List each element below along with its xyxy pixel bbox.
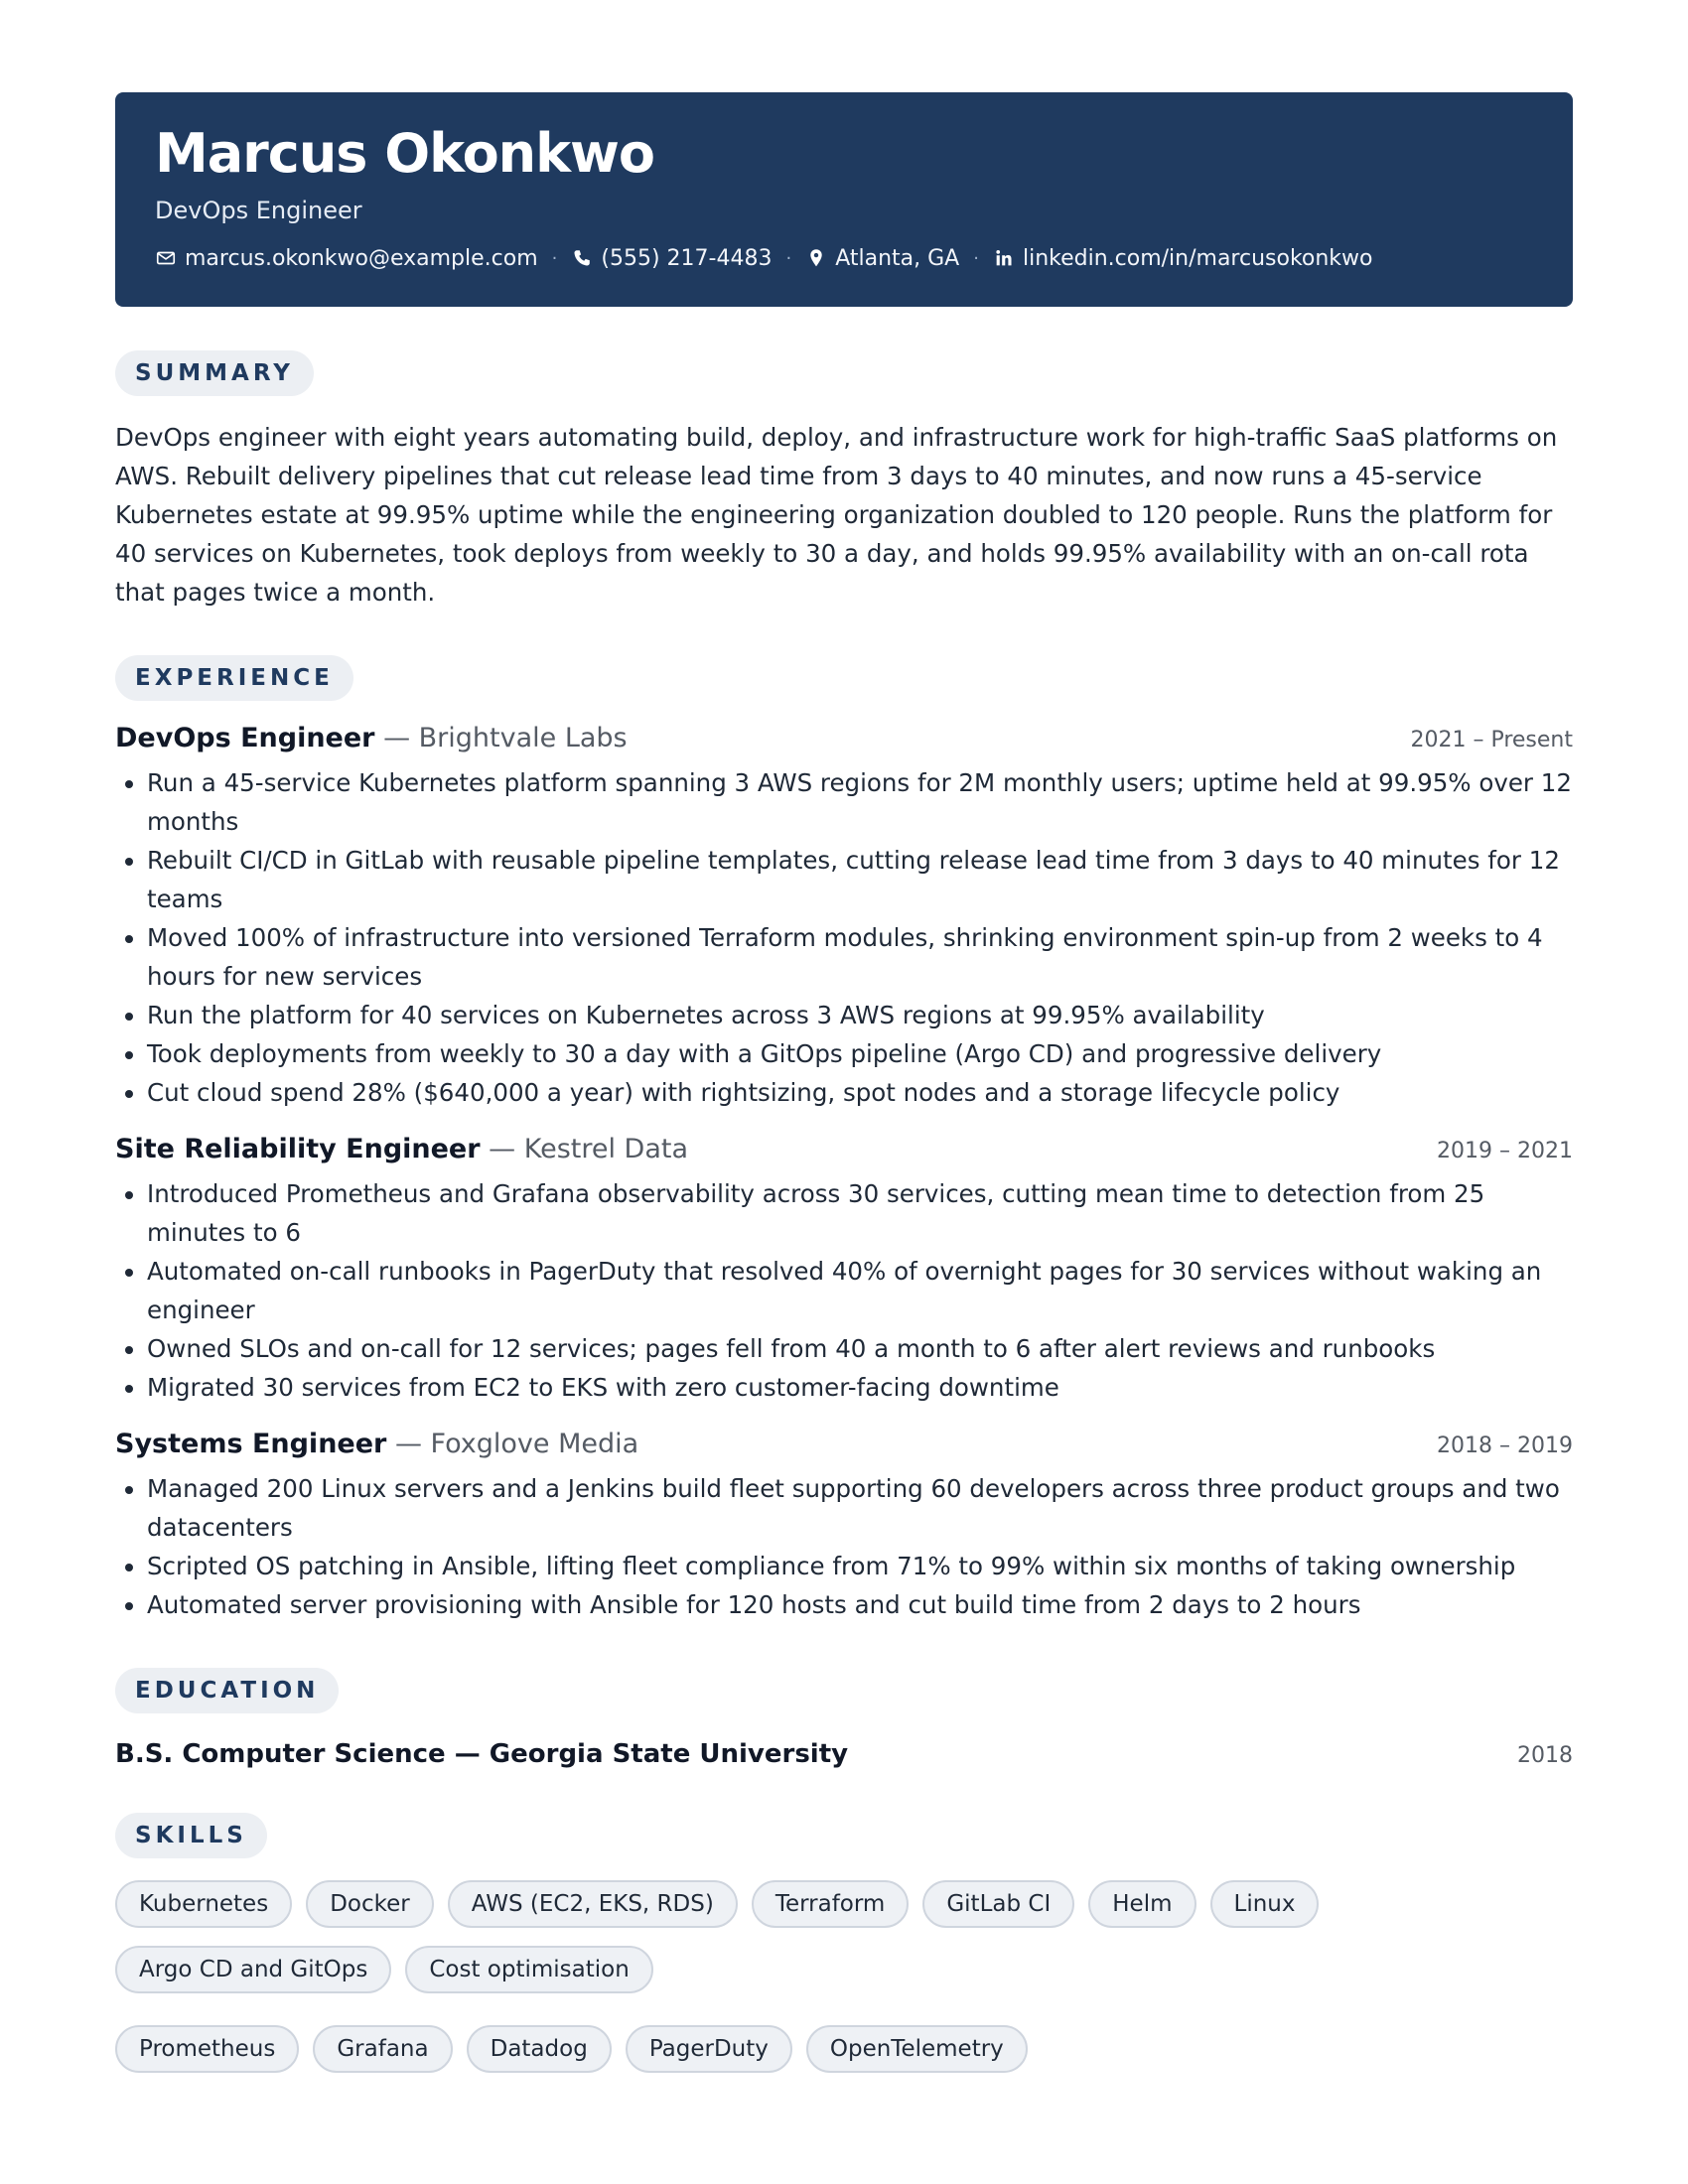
email-text: marcus.okonkwo@example.com <box>185 245 538 271</box>
job-bullet: • Migrated 30 services from EC2 to EKS with zero customer-facing downtime <box>147 1368 1573 1407</box>
job-bullet: • Rebuilt CI/CD in GitLab with reusable pipeline templates, cutting release lead time from 3 days to 40 minutes for 12 teams <box>147 841 1573 918</box>
phone-text: (555) 217-4483 <box>601 245 773 271</box>
skill-tag: Terraform <box>752 1880 910 1928</box>
job-entry <box>115 723 1573 1112</box>
map-pin-icon <box>805 247 827 269</box>
linkedin-text: linkedin.com/in/marcusokonkwo <box>1022 245 1373 271</box>
mail-icon <box>155 247 177 269</box>
job-title: Systems Engineer <box>115 1428 387 1459</box>
job-bullet: • Run a 45-service Kubernetes platform spanning 3 AWS regions for 2M monthly users; uptime held at 99.95% over 12 months <box>147 763 1573 841</box>
skill-tag: Argo CD and GitOps <box>115 1946 391 1993</box>
job-bullet: • Cut cloud spend 28% ($640,000 a year) with rightsizing, spot nodes and a storage lifecycle policy <box>147 1073 1573 1112</box>
skill-tag: PagerDuty <box>626 2025 792 2073</box>
skill-tag: OpenTelemetry <box>806 2025 1028 2073</box>
skill-tags-primary <box>115 1880 1573 2011</box>
phone-icon <box>571 247 593 269</box>
job-bullet: • Managed 200 Linux servers and a Jenkins build fleet supporting 60 developers across three product groups and two datacenters <box>147 1469 1573 1547</box>
job-dates: 2019 – 2021 <box>1437 1138 1573 1163</box>
job-bullet: • Introduced Prometheus and Grafana observability across 30 services, cutting mean time to detection from 25 minutes to 6 <box>147 1174 1573 1252</box>
skill-tag: Docker <box>306 1880 434 1928</box>
job-dates: 2021 – Present <box>1410 727 1573 752</box>
contact-location <box>805 246 959 271</box>
job-header <box>115 1429 1573 1459</box>
skill-tag: Kubernetes <box>115 1880 292 1928</box>
section-heading-summary: SUMMARY <box>115 350 314 396</box>
candidate-name: Marcus Okonkwo <box>155 122 655 185</box>
skill-tags-observability <box>115 2025 1573 2091</box>
job-bullet: • Owned SLOs and on-call for 12 services; pages fell from 40 a month to 6 after alert reviews and runbooks <box>147 1329 1573 1368</box>
job-header <box>115 1134 1573 1164</box>
summary-section <box>115 350 1573 612</box>
contact-separator: · <box>973 247 979 269</box>
job-company: — Foxglove Media <box>386 1428 639 1459</box>
skill-tag: Prometheus <box>115 2025 299 2073</box>
experience-section <box>115 655 1573 1624</box>
section-heading-experience: EXPERIENCE <box>115 655 353 701</box>
summary-text: DevOps engineer with eight years automating build, deploy, and infrastructure work for high-traffic SaaS platforms on AWS. Rebuilt delivery pipelines that cut release lead time from 3 days to 40 minutes, and now runs a 45-service Kubernetes estate at 99.95% uptime while the engineering organization doubled to 120 people. Runs the platform for 40 services on Kubernetes, took deploys from weekly to 30 a day, and holds 99.95% availability with an on-call rota that pages twice a month. <box>115 422 1558 607</box>
education-entry <box>115 1739 1573 1769</box>
resume-header <box>115 92 1573 307</box>
job-entry <box>115 1134 1573 1407</box>
job-bullet: • Automated on-call runbooks in PagerDuty that resolved 40% of overnight pages for 30 services without waking an engineer <box>147 1252 1573 1329</box>
graduation-year: 2018 <box>1517 1742 1573 1768</box>
skill-tag: Datadog <box>467 2025 612 2073</box>
job-bullets <box>115 1469 1573 1624</box>
candidate-role: DevOps Engineer <box>155 196 362 224</box>
job-title: Site Reliability Engineer <box>115 1133 481 1164</box>
contact-email[interactable] <box>155 246 538 271</box>
education-section <box>115 1668 1573 1769</box>
job-title: DevOps Engineer <box>115 722 375 753</box>
skill-tag: Helm <box>1088 1880 1196 1928</box>
contact-phone[interactable] <box>571 246 772 271</box>
contact-separator: · <box>785 247 792 269</box>
contact-bar <box>155 246 1533 271</box>
job-company: — Kestrel Data <box>480 1133 689 1164</box>
section-heading-skills: SKILLS <box>115 1813 267 1858</box>
job-bullets <box>115 1174 1573 1407</box>
skill-tag: Linux <box>1210 1880 1320 1928</box>
skill-tag: GitLab CI <box>922 1880 1074 1928</box>
job-bullet: • Run the platform for 40 services on Kubernetes across 3 AWS regions at 99.95% availability <box>147 996 1573 1034</box>
location-text: Atlanta, GA <box>835 245 960 271</box>
linkedin-icon <box>993 247 1015 269</box>
job-header <box>115 723 1573 753</box>
contact-separator: · <box>551 247 558 269</box>
section-heading-education: EDUCATION <box>115 1668 339 1713</box>
contact-linkedin[interactable] <box>993 246 1373 271</box>
job-bullet: • Took deployments from weekly to 30 a day with a GitOps pipeline (Argo CD) and progressive delivery <box>147 1034 1573 1073</box>
skills-section <box>115 1813 1573 2091</box>
job-bullets <box>115 763 1573 1112</box>
job-dates: 2018 – 2019 <box>1437 1433 1573 1458</box>
job-bullet: • Scripted OS patching in Ansible, lifting fleet compliance from 71% to 99% within six months of taking ownership <box>147 1547 1573 1585</box>
skill-tag: Cost optimisation <box>405 1946 652 1993</box>
degree-title: B.S. Computer Science — Georgia State University <box>115 1738 849 1769</box>
job-entry <box>115 1429 1573 1624</box>
job-company: — Brightvale Labs <box>374 722 628 753</box>
skill-tag: Grafana <box>313 2025 452 2073</box>
skill-tag: AWS (EC2, EKS, RDS) <box>448 1880 738 1928</box>
job-bullet: • Moved 100% of infrastructure into versioned Terraform modules, shrinking environment spin-up from 2 weeks to 4 hours for new services <box>147 918 1573 996</box>
job-bullet: • Automated server provisioning with Ansible for 120 hosts and cut build time from 2 days to 2 hours <box>147 1585 1573 1624</box>
